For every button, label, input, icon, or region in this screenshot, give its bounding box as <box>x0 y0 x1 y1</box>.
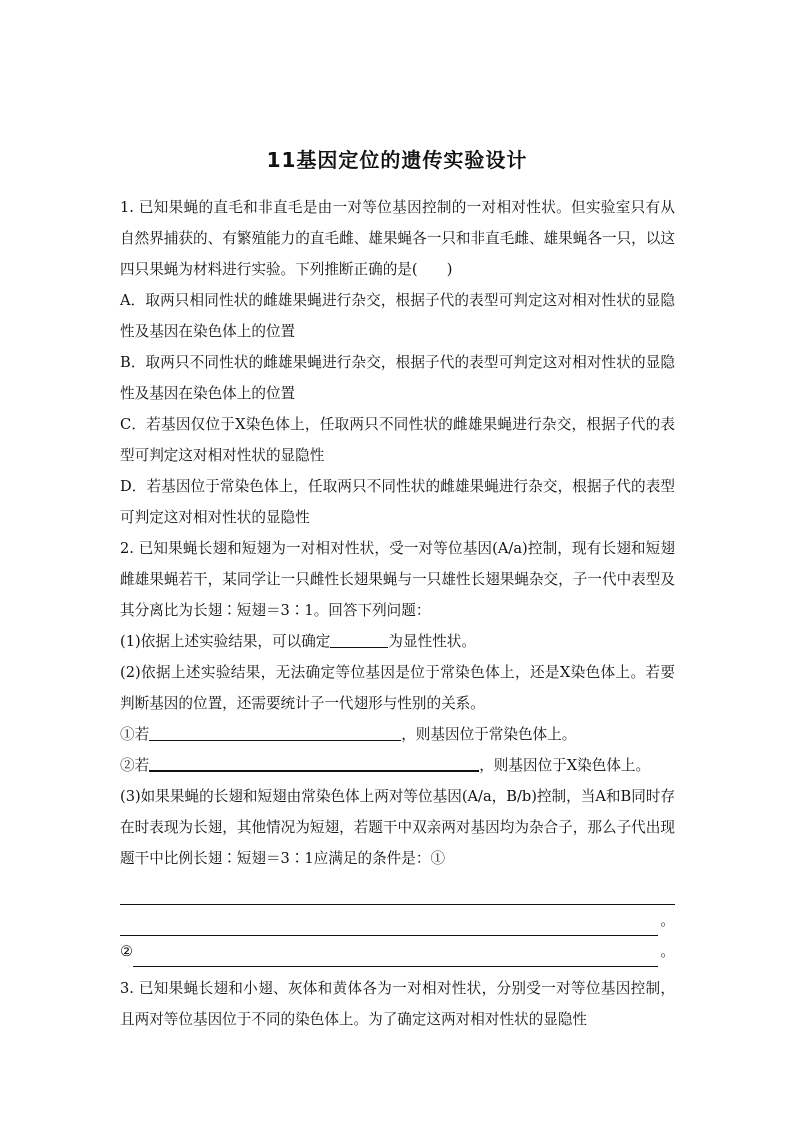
page-title: 11基因定位的遗传实验设计 <box>266 148 528 172</box>
question-3-stem: 3. 已知果蝇长翅和小翅、灰体和黄体各为一对相对性状，分别受一对等位基因控制，且两对等位基因位于不同的染色体上。为了确定这两对相对性状的显隐性 <box>120 980 675 1028</box>
question-2-case-1 <box>120 719 675 750</box>
case-1-marker: ①若 <box>120 726 150 743</box>
question-2-part-1 <box>120 626 675 657</box>
line-4-end-period: 。 <box>660 912 675 929</box>
question-1-option-c: C．若基因仅位于X染色体上，任取两只不同性状的雌雄果蝇进行杂交，根据子代的表型可判定这对相对性状的显隐性 <box>120 416 675 464</box>
question-1-stem: 1. 已知果蝇的直毛和非直毛是由一对等位基因控制的一对相对性状。但实验室只有从自然界捕获的、有繁殖能力的直毛雌、雄果蝇各一只和非直毛雌、雄果蝇各一只，以这四只果蝇为材料进行实验。下列推断正确的是( ) <box>120 199 675 278</box>
answer-line-4b <box>120 905 675 936</box>
case-1-text: ，则基因位于常染色体上。 <box>401 726 577 743</box>
question-2-part-2: (2)依据上述实验结果，无法确定等位基因是位于常染色体上，还是X染色体上。若要判断基因的位置，还需要统计子一代翅形与性别的关系。 <box>120 664 675 712</box>
answer-blank-1[interactable] <box>330 631 388 648</box>
part-1-text-before: (1)依据上述实验结果，可以确定 <box>120 633 331 650</box>
line-5-end-period: 。 <box>660 943 675 960</box>
answer-blank-2[interactable] <box>149 724 401 741</box>
condition-2-marker: ② <box>120 943 134 960</box>
answer-blank-3[interactable] <box>149 754 479 772</box>
question-1-option-d: D．若基因位于常染色体上，任取两只不同性状的雌雄果蝇进行杂交，根据子代的表型可判定这对相对性状的显隐性 <box>120 478 675 526</box>
question-2-part-3: (3)如果果蝇的长翅和短翅由常染色体上两对等位基因(A/a，B/b)控制，当A和B同时存在时表现为长翅，其他情况为短翅，若题干中双亲两对基因均为杂合子，那么子代出现题干中比例长翅∶短翅＝3∶1应满足的条件是：① <box>120 788 675 867</box>
question-1-option-a: A．取两只相同性状的雌雄果蝇进行杂交，根据子代的表型可判定这对相对性状的显隐性及基因在染色体上的位置 <box>120 292 675 340</box>
case-2-text: ，则基因位于X染色体上。 <box>479 757 651 774</box>
question-2-case-2 <box>120 750 675 781</box>
question-2-stem: 2. 已知果蝇长翅和短翅为一对相对性状，受一对等位基因(A/a)控制，现有长翅和短翅雌雄果蝇若干，某同学让一只雌性长翅果蝇与一只雄性长翅果蝇杂交，子一代中表型及其分离比为长翅∶短翅＝3∶1。回答下列问题： <box>120 540 675 619</box>
part-1-text-after: 为显性性状。 <box>388 633 476 650</box>
answer-blank-4b[interactable] <box>120 913 658 936</box>
answer-line-5 <box>120 936 675 967</box>
answer-blank-4a[interactable] <box>120 882 675 905</box>
question-1-option-b: B．取两只不同性状的雌雄果蝇进行杂交，根据子代的表型可判定这对相对性状的显隐性及基因在染色体上的位置 <box>120 354 675 402</box>
case-2-marker: ②若 <box>120 757 150 774</box>
document-body <box>120 192 675 1035</box>
answer-blank-5[interactable] <box>133 944 658 967</box>
answer-line-4a[interactable] <box>120 874 675 905</box>
